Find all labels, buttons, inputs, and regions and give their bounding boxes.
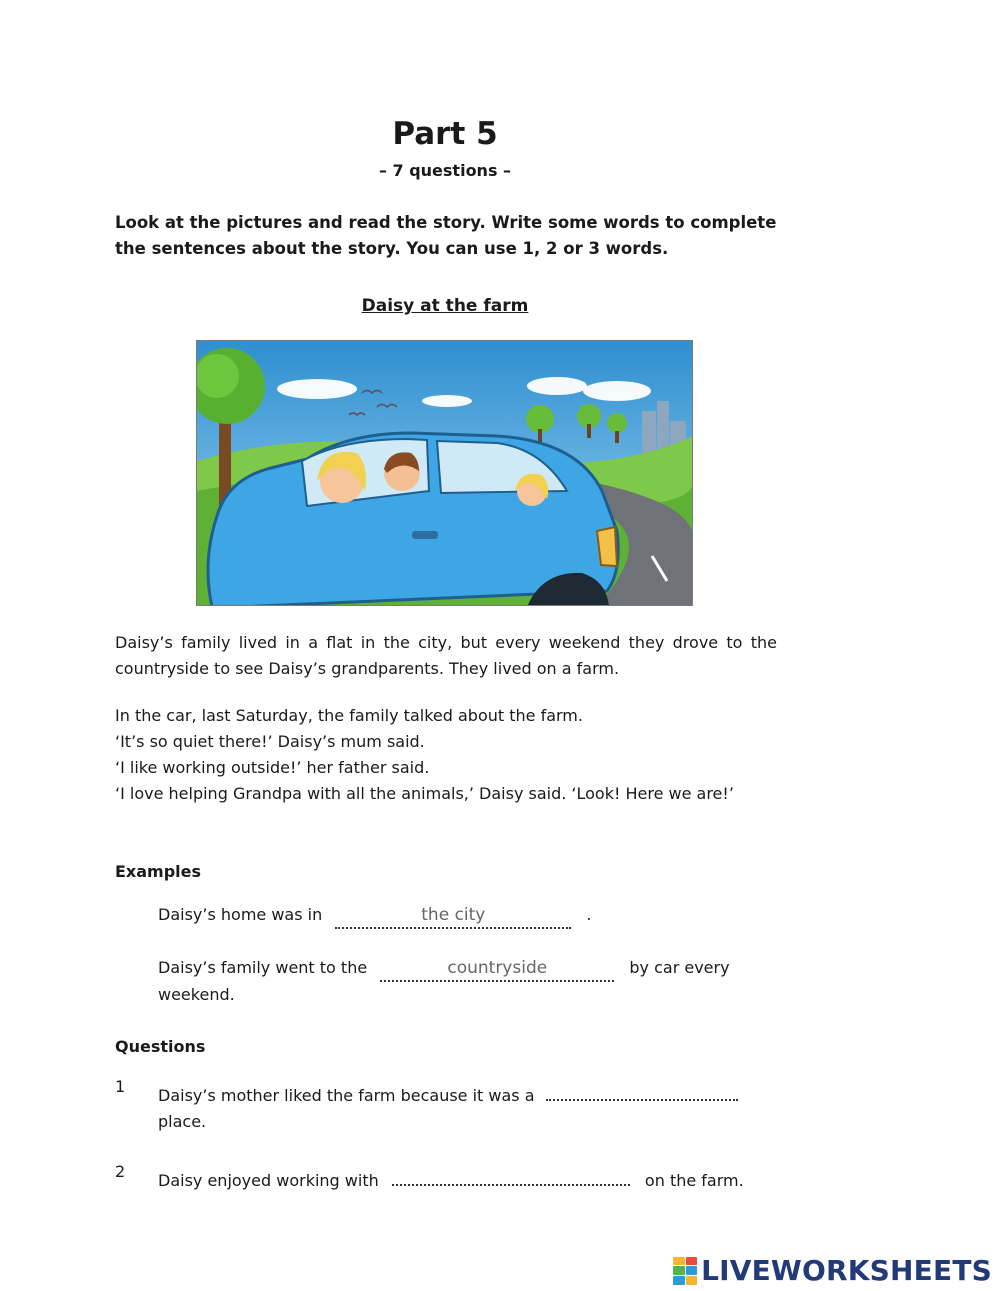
question-text: Daisy enjoyed working with <box>158 1171 379 1190</box>
example-item <box>158 955 778 1008</box>
story-dialogue <box>115 703 777 807</box>
question-2-answer-input[interactable] <box>392 1162 630 1186</box>
question-text: Daisy’s mother liked the farm because it was a <box>158 1086 535 1105</box>
story-line: ‘I love helping Grandpa with all the animals,’ Daisy said. ‘Look! Here we are!’ <box>115 784 734 803</box>
example-item <box>158 902 778 929</box>
example-text: Daisy’s family went to the <box>158 958 368 977</box>
story-title: Daisy at the farm <box>361 296 529 316</box>
question-1-answer-input[interactable] <box>546 1077 738 1101</box>
illustration-family-in-blue-car <box>196 340 693 606</box>
story-line: ‘I like working outside!’ her father said. <box>115 758 430 777</box>
instructions: Look at the pictures and read the story. Write some words to complete the sentences about the story. You can use 1, 2 or 3 words. <box>115 213 777 258</box>
story-paragraph: Daisy’s family lived in a flat in the city, but every weekend they drove to the countryside to see Daisy’s grandparents. They lived on a farm. <box>115 633 777 678</box>
story-line: In the car, last Saturday, the family talked about the farm. <box>115 706 583 725</box>
question-item <box>158 1077 778 1135</box>
example-text-end: . <box>586 905 592 924</box>
story-line: ‘It’s so quiet there!’ Daisy’s mum said. <box>115 732 425 751</box>
page-title: Part 5 <box>392 116 498 152</box>
question-text-end: place. <box>158 1112 207 1131</box>
logo-icon <box>673 1257 697 1285</box>
question-count: – 7 questions – <box>378 161 512 180</box>
question-item <box>158 1162 778 1194</box>
examples-heading: Examples <box>115 862 202 881</box>
example-answer: the city <box>421 905 486 925</box>
question-number: 1 <box>115 1077 126 1096</box>
brand-name: LIVEWORKSHEETS <box>701 1254 992 1287</box>
question-text-end: on the farm. <box>644 1171 744 1190</box>
example-text-end: by car every weekend. <box>158 958 730 1004</box>
liveworksheets-logo <box>673 1254 992 1287</box>
car-illustration <box>197 341 693 606</box>
example-answer: countryside <box>447 958 548 978</box>
example-answer-field <box>335 905 571 929</box>
question-number: 2 <box>115 1162 126 1181</box>
example-answer-field <box>380 958 614 982</box>
example-text: Daisy’s home was in <box>158 905 323 924</box>
questions-heading: Questions <box>115 1037 206 1056</box>
